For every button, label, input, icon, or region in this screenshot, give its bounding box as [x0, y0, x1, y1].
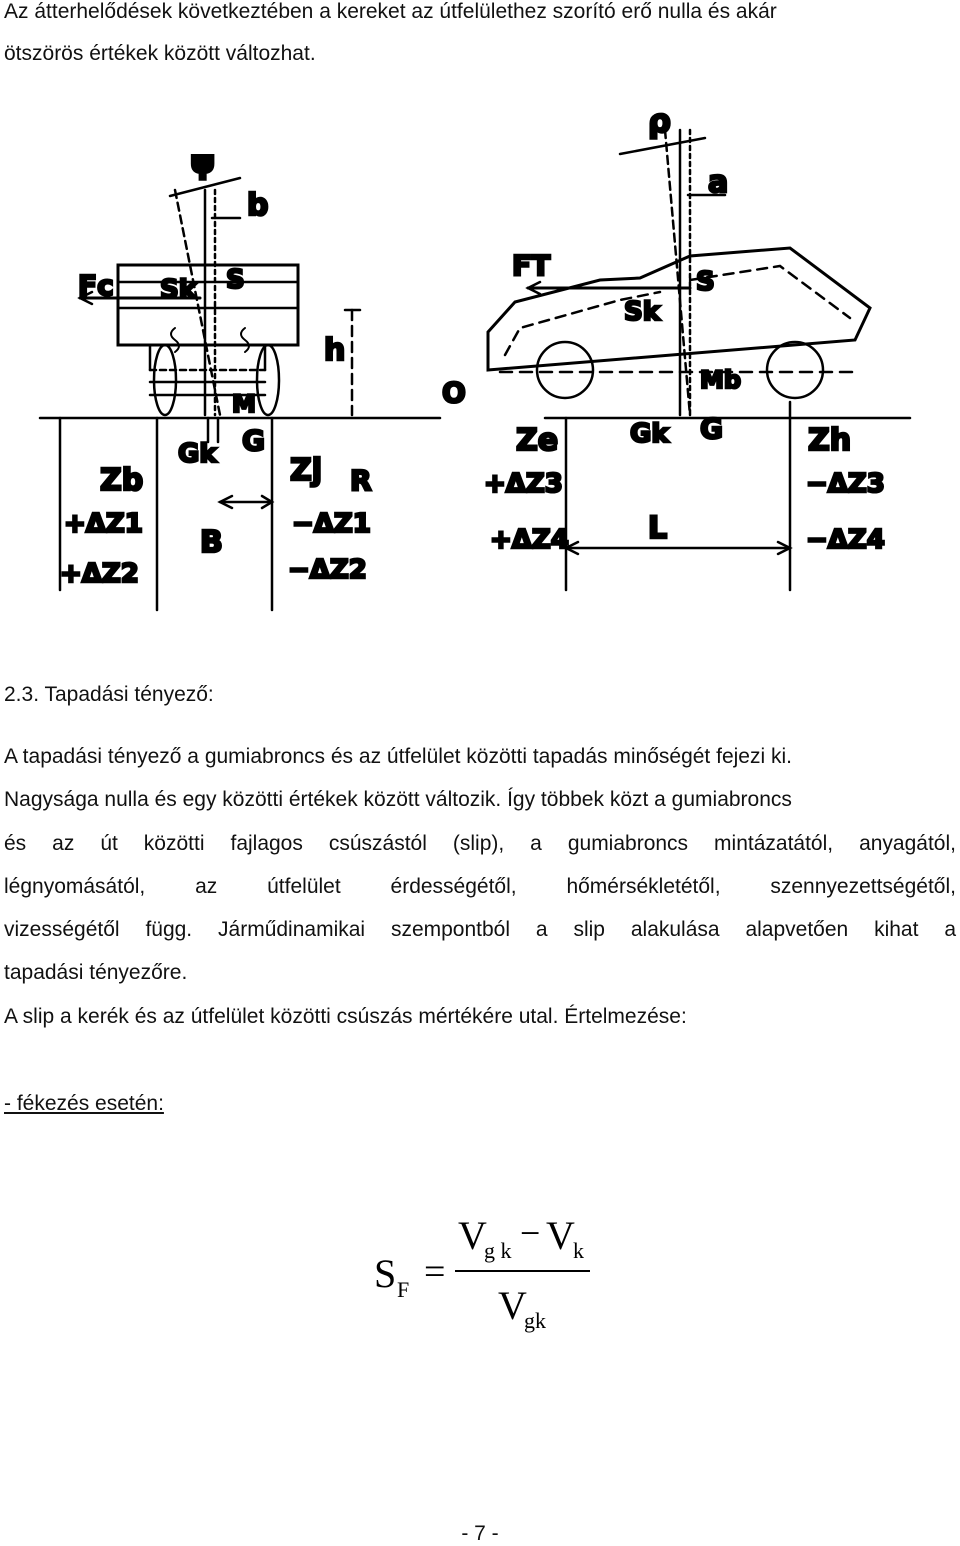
- o-label: O: [442, 376, 466, 409]
- side-view-vehicle: [488, 130, 870, 590]
- zb-label: Zb: [100, 463, 144, 498]
- section-heading: 2.3. Tapadási tényező:: [4, 683, 214, 706]
- formula-num-v2: V: [546, 1213, 575, 1258]
- ft-label: FT: [512, 249, 551, 282]
- plus-dz2-left: +ΔZ2: [60, 559, 139, 589]
- formula-num-v2-sub: k: [573, 1238, 584, 1263]
- gk-right-label: Gk: [630, 419, 669, 449]
- right-wheel: [257, 345, 279, 415]
- m-label: M: [232, 390, 256, 418]
- s-right-label: S: [696, 267, 715, 297]
- formula-minus: −: [520, 1213, 541, 1253]
- h-label: h: [324, 333, 346, 368]
- plus-dz1-left: +ΔZ1: [64, 509, 143, 539]
- intro-line-2: ötszörös értékek között változhat.: [4, 42, 316, 65]
- paragraph-line-5: vizességétől függ. Járműdinamikai szempontból a slip alakulása alapvetően kihat a: [4, 918, 956, 941]
- paragraph-line-3: és az út közötti fajlagos csúszástól (slip), a gumiabroncs mintázatától, anyagától,: [4, 832, 956, 855]
- intro-line-1: Az átterhelődések következtében a kereket az útfelülethez szorító erő nulla és akár: [4, 0, 777, 23]
- rho-label: ρ: [648, 102, 671, 140]
- b-width-label: B: [200, 525, 223, 560]
- a-label: a: [708, 165, 729, 200]
- zj-label: Zj: [290, 453, 323, 488]
- formula-equals: =: [424, 1251, 446, 1293]
- formula-den-sub: gk: [524, 1308, 546, 1333]
- paragraph-line-2: Nagysága nulla és egy közötti értékek között változik. Így többek közt a gumiabroncs: [4, 788, 792, 811]
- minus-dz3: −ΔZ3: [806, 469, 885, 499]
- page-number: - 7 -: [461, 1522, 499, 1545]
- zh-label: Zh: [808, 423, 852, 458]
- paragraph-line-4: légnyomásától, az útfelület érdességétől, hőmérsékletétől, szennyezettségétől,: [4, 875, 956, 898]
- rear-wheel-side: [767, 342, 823, 398]
- gk-left-label: Gk: [178, 439, 217, 469]
- ze-label: Ze: [516, 423, 559, 458]
- vehicle-load-transfer-diagram: [0, 70, 960, 640]
- braking-case-label: - fékezés esetén:: [4, 1092, 164, 1115]
- left-wheel: [154, 345, 176, 415]
- b-label: b: [247, 188, 269, 223]
- l-label: L: [648, 511, 668, 546]
- minus-dz2-right: −ΔZ2: [288, 555, 367, 585]
- psi-label: ψ: [190, 143, 216, 181]
- minus-dz1-right: −ΔZ1: [292, 509, 371, 539]
- slip-paragraph: A slip a kerék és az útfelület közötti csúszás mértékére utal. Értelmezése:: [4, 1005, 687, 1028]
- fraction-bar: [455, 1270, 590, 1272]
- plus-dz3: +ΔZ3: [484, 469, 563, 499]
- g-right-label: G: [700, 412, 723, 445]
- front-wheel: [537, 342, 593, 398]
- formula-num-v1: V: [458, 1213, 487, 1258]
- formula-den-v: V: [498, 1283, 527, 1328]
- mb-label: Mb: [700, 366, 742, 394]
- minus-dz4: −ΔZ4: [806, 525, 885, 555]
- plus-dz4: +ΔZ4: [490, 525, 569, 555]
- r-label: R: [350, 464, 372, 497]
- sk-right-label: Sk: [624, 297, 661, 327]
- formula-lhs-sub: F: [397, 1277, 410, 1302]
- paragraph-line-1: A tapadási tényező a gumiabroncs és az útfelület közötti tapadás minőségét fejezi ki.: [4, 745, 792, 768]
- paragraph-line-6: tapadási tényezőre.: [4, 961, 188, 984]
- g-left-label: G: [242, 424, 265, 457]
- formula-lhs: S: [374, 1251, 397, 1296]
- sk-left-label: Sk: [160, 275, 197, 305]
- fc-label: Fc: [78, 269, 114, 302]
- formula-num-v1-sub: g k: [484, 1238, 512, 1263]
- s-left-label: S: [226, 265, 245, 295]
